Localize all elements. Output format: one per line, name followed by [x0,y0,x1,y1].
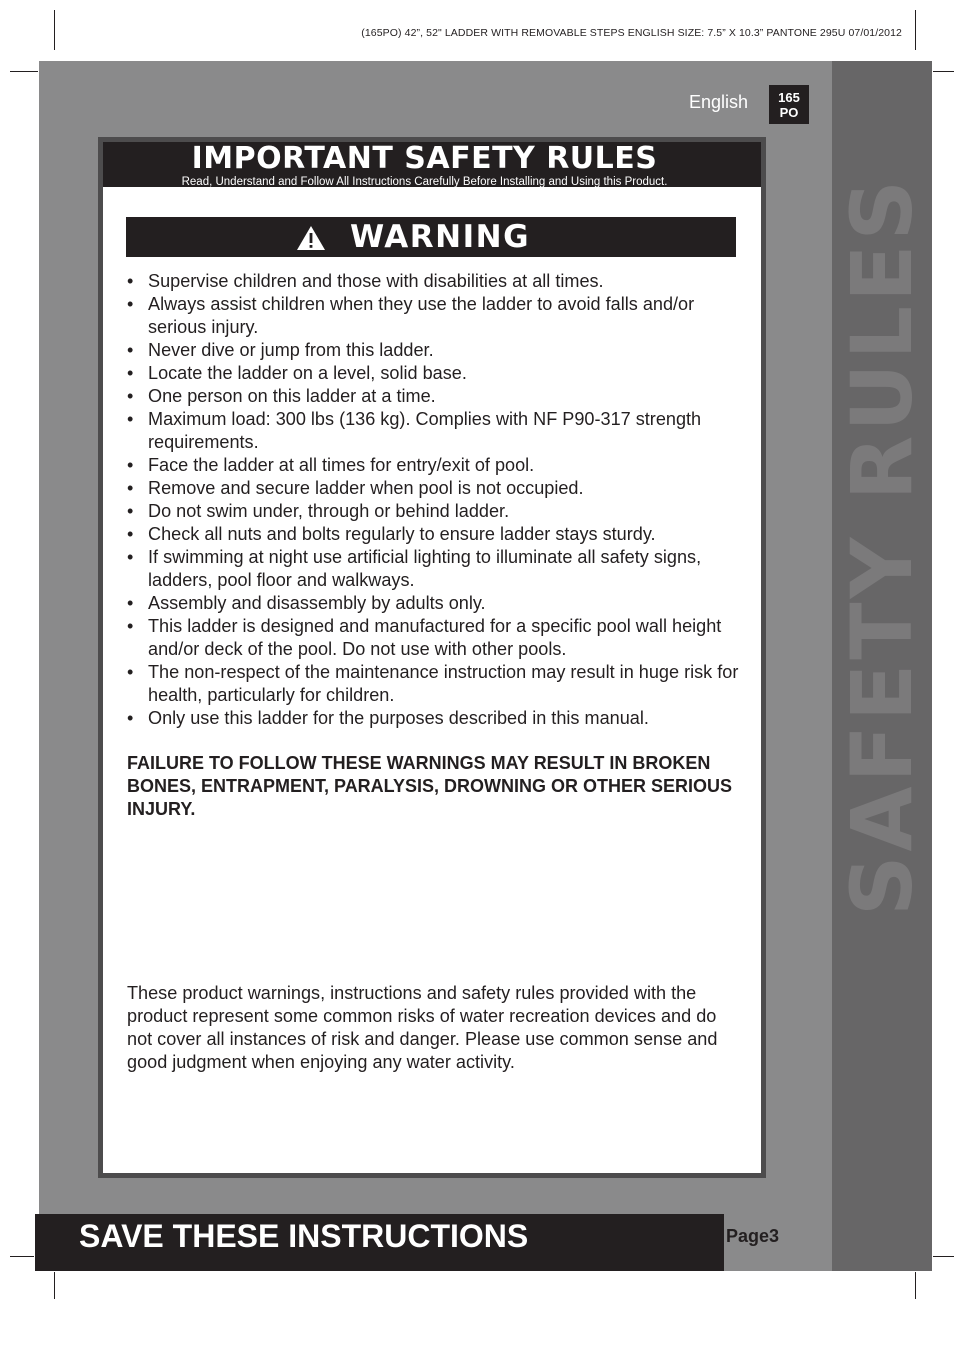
list-item: • Locate the ladder on a level, solid base. [127,362,739,385]
list-item: • Maximum load: 300 lbs (136 kg). Complies with NF P90-317 strength requirements. [127,408,739,454]
side-strip [832,61,932,1271]
footer-title: SAVE THESE INSTRUCTIONS [79,1218,529,1254]
warning-label: WARNING [350,219,531,255]
warning-banner [126,217,736,257]
safety-header [103,142,761,187]
crop-mark [54,10,55,50]
list-item: • One person on this ladder at a time. [127,385,739,408]
list-item: • Remove and secure ladder when pool is not occupied. [127,477,739,500]
list-item: • Check all nuts and bolts regularly to ensure ladder stays sturdy. [127,523,739,546]
list-item: • If swimming at night use artificial lighting to illuminate all safety signs, ladders, pool floor and walkways. [127,546,739,592]
content-panel [103,142,761,1173]
crop-mark [915,10,916,50]
list-item: • The non-respect of the maintenance instruction may result in huge risk for health, particularly for children. [127,661,739,707]
side-label: SAFETY RULES [833,176,931,916]
list-item: • Face the ladder at all times for entry/exit of pool. [127,454,739,477]
safety-rules-list [127,270,739,730]
crop-mark [933,71,954,72]
footer-band [35,1214,724,1271]
content-frame [98,137,766,1178]
list-item: • Supervise children and those with disabilities at all times. [127,270,739,293]
printer-info: (165PO) 42”, 52" LADDER WITH REMOVABLE STEPS ENGLISH SIZE: 7.5” X 10.3” PANTONE 295U 07/01/2012 [361,27,902,39]
list-item: • Assembly and disassembly by adults only. [127,592,739,615]
crop-mark [54,1272,55,1299]
page-subtitle: Read, Understand and Follow All Instructions Carefully Before Installing and Using this Product. [181,176,668,188]
list-item: • Only use this ladder for the purposes described in this manual. [127,707,739,730]
list-item: • Always assist children when they use the ladder to avoid falls and/or serious injury. [127,293,739,339]
disclaimer-text: These product warnings, instructions and safety rules provided with the product represent some common risks of water recreation devices and do not cover all instances of risk and danger. Please use common sense and good judgment when enjoying any water activity. [127,983,718,1072]
crop-mark [10,71,38,72]
failure-notice: FAILURE TO FOLLOW THESE WARNINGS MAY RESULT IN BROKEN BONES, ENTRAPMENT, PARALYSIS, DROWNING OR OTHER SERIOUS INJURY. [127,753,733,819]
list-item: • Never dive or jump from this ladder. [127,339,739,362]
crop-mark [10,1256,34,1257]
warning-triangle-icon [296,225,326,251]
list-item: • This ladder is designed and manufactured for a specific pool wall height and/or deck of the pool. Do not use with other pools. [127,615,739,661]
language-code-badge [769,85,809,124]
language-label: English [688,92,748,112]
page-number: Page3 [726,1226,780,1246]
language-code-number: 165 [778,90,800,105]
list-item: • Do not swim under, through or behind ladder. [127,500,739,523]
language-code-letters: PO [779,105,799,120]
page-title: IMPORTANT SAFETY RULES [191,141,658,176]
crop-mark [915,1272,916,1299]
crop-mark [933,1256,954,1257]
